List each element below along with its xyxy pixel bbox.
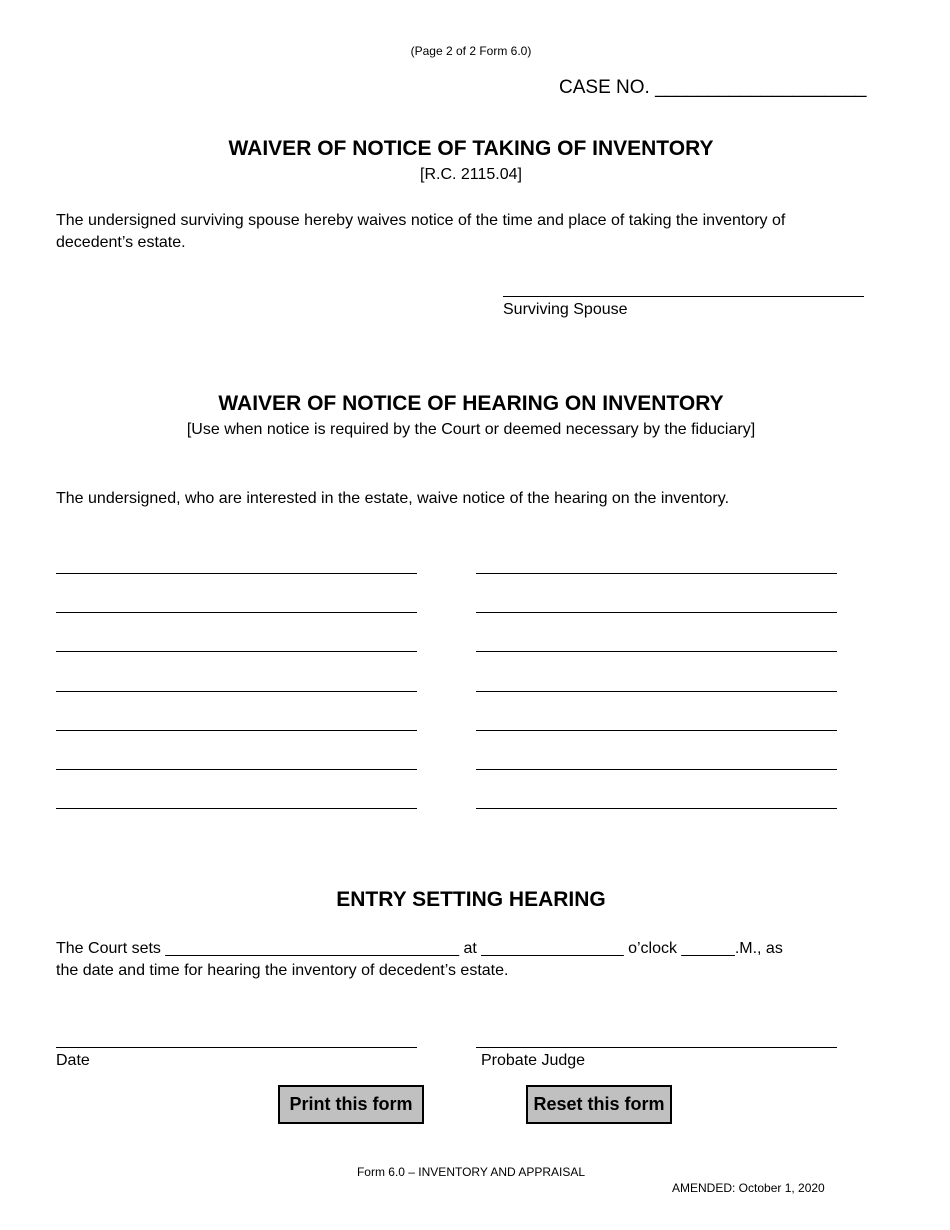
signature-line[interactable] [476, 691, 837, 692]
waiver-inventory-citation: [R.C. 2115.04] [420, 166, 522, 183]
footer-form-name: Form 6.0 – INVENTORY AND APPRAISAL [356, 1165, 586, 1179]
date-label: Date [56, 1052, 90, 1069]
reset-form-button[interactable]: Reset this form [526, 1085, 672, 1124]
entry-title: ENTRY SETTING HEARING [336, 888, 606, 911]
case-number: CASE NO. ____________________ [559, 77, 867, 98]
signature-line[interactable] [56, 808, 417, 809]
surviving-spouse-signature-line[interactable] [503, 296, 864, 297]
entry-line-2: the date and time for hearing the inventory of decedent’s estate. [56, 962, 509, 979]
entry-line-1: The Court sets _________________________________ at ________________ o’clock ______.M., as [56, 940, 783, 957]
signature-line[interactable] [476, 808, 837, 809]
surviving-spouse-label: Surviving Spouse [503, 301, 628, 318]
signature-line[interactable] [56, 651, 417, 652]
waiver-hearing-subtitle: [Use when notice is required by the Court or deemed necessary by the fiduciary] [186, 421, 756, 438]
page-info: (Page 2 of 2 Form 6.0) [410, 44, 532, 58]
waiver-inventory-body: The undersigned surviving spouse hereby waives notice of the time and place of taking the inventory of decedent’s estate. [56, 212, 786, 251]
signature-line[interactable] [56, 573, 417, 574]
print-form-button[interactable]: Print this form [278, 1085, 424, 1124]
signature-line[interactable] [56, 612, 417, 613]
waiver-inventory-title: WAIVER OF NOTICE OF TAKING OF INVENTORY [228, 137, 714, 160]
signature-line[interactable] [476, 612, 837, 613]
signature-line[interactable] [56, 730, 417, 731]
signature-line[interactable] [56, 691, 417, 692]
probate-judge-label: Probate Judge [481, 1052, 586, 1069]
signature-line[interactable] [476, 769, 837, 770]
footer-amended: AMENDED: October 1, 2020 [672, 1181, 825, 1195]
waiver-hearing-title: WAIVER OF NOTICE OF HEARING ON INVENTORY [218, 392, 724, 415]
date-line[interactable] [56, 1047, 417, 1048]
signature-line[interactable] [476, 730, 837, 731]
signature-line[interactable] [56, 769, 417, 770]
waiver-hearing-body: The undersigned, who are interested in the estate, waive notice of the hearing on the inventory. [56, 490, 730, 507]
signature-line[interactable] [476, 651, 837, 652]
signature-line[interactable] [476, 573, 837, 574]
probate-judge-line[interactable] [476, 1047, 837, 1048]
